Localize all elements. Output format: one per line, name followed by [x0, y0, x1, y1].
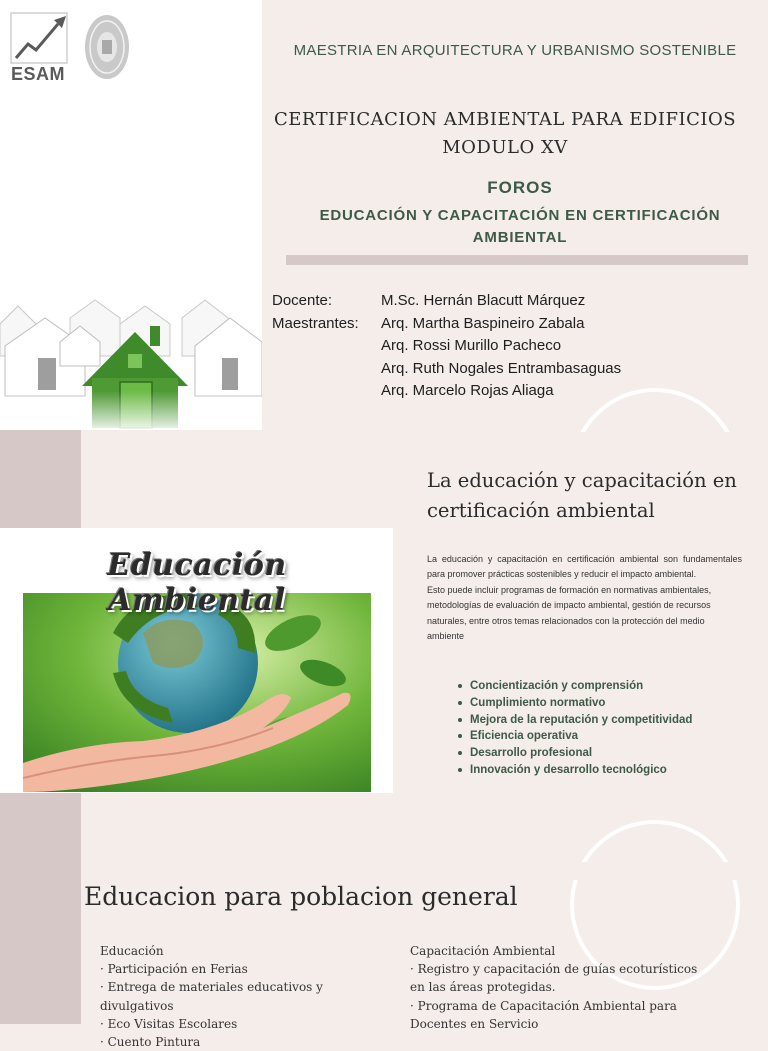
list-item: · Eco Visitas Escolares — [100, 1016, 238, 1031]
section2-heading: La educación y capacitación en certificación ambiental — [427, 469, 737, 522]
program-title: MAESTRIA EN ARQUITECTURA Y URBANISMO SOSTENIBLE — [293, 42, 737, 59]
list-item: · Cuento Pintura — [100, 1035, 201, 1050]
list-item: · Registro y capacitación de guías ecoturísticos en las áreas protegidas. — [410, 962, 698, 995]
list-item: Concientización y comprensión — [458, 678, 692, 695]
esam-logo-text: ESAM — [11, 64, 66, 84]
docente-name: M.Sc. Hernán Blacutt Márquez — [381, 292, 586, 309]
maestrante-name: Arq. Marcelo Rojas Aliaga — [381, 382, 554, 399]
houses-illustration — [0, 296, 262, 430]
arc-mask-2 — [560, 862, 760, 880]
left-band-top — [0, 430, 81, 528]
education-column — [100, 942, 390, 1051]
list-item: Innovación y desarrollo tecnológico — [458, 762, 692, 779]
list-item: Cumplimiento normativo — [458, 695, 692, 712]
globe-in-hand-icon — [23, 593, 371, 792]
university-seal-icon — [84, 14, 130, 80]
participants-block — [272, 290, 621, 403]
section2-paragraph — [427, 552, 742, 644]
list-item: · Programa de Capacitación Ambiental para Docentes en Servicio — [410, 998, 677, 1031]
section3-heading: Educacion para poblacion general — [84, 882, 518, 911]
maestrante-name: Arq. Ruth Nogales Entrambasaguas — [381, 359, 622, 377]
environmental-education-title: Educación Ambiental — [107, 548, 287, 618]
left-band-bottom — [0, 793, 81, 1024]
benefits-list — [458, 678, 692, 779]
course-title-line1: CERTIFICACION AMBIENTAL PARA EDIFICIOS — [273, 109, 737, 130]
list-item: · Entrega de materiales educativos y divulgativos — [100, 980, 323, 1013]
maestrante-name: Arq. Martha Baspineiro Zabala — [381, 314, 585, 332]
maestrante-name: Arq. Rossi Murillo Pacheco — [381, 337, 562, 354]
foros-label: FOROS — [487, 178, 553, 197]
topic-title: EDUCACIÓN Y CAPACITACIÓN EN CERTIFICACIÓN AMBIENTAL — [319, 207, 721, 246]
header-divider — [286, 255, 748, 265]
section2-para1: La educación y capacitación en certificación ambiental son fundamentales para promover prácticas sostenibles y reducir el impacto ambiental. — [427, 554, 742, 580]
list-item: Eficiencia operativa — [458, 728, 692, 745]
course-title-line2: MODULO XV — [442, 137, 568, 158]
list-item: · Participación en Ferias — [100, 962, 248, 977]
maestrantes-label: Maestrantes: — [272, 314, 359, 332]
course-title — [270, 106, 740, 162]
section2-para2: Esto puede incluir programas de formación en normativas ambientales, metodologías de evaluación de impacto ambiental, gestión de recursos naturales, entre otros temas relacionados con la protección del medio ambiente — [427, 584, 712, 642]
education-title: Educación — [100, 944, 164, 958]
list-item: Desarrollo profesional — [458, 745, 692, 762]
docente-label: Docente: — [272, 292, 333, 309]
list-item: Mejora de la reputación y competitividad — [458, 712, 692, 729]
training-column — [410, 942, 710, 1033]
training-title: Capacitación Ambiental — [410, 944, 556, 958]
